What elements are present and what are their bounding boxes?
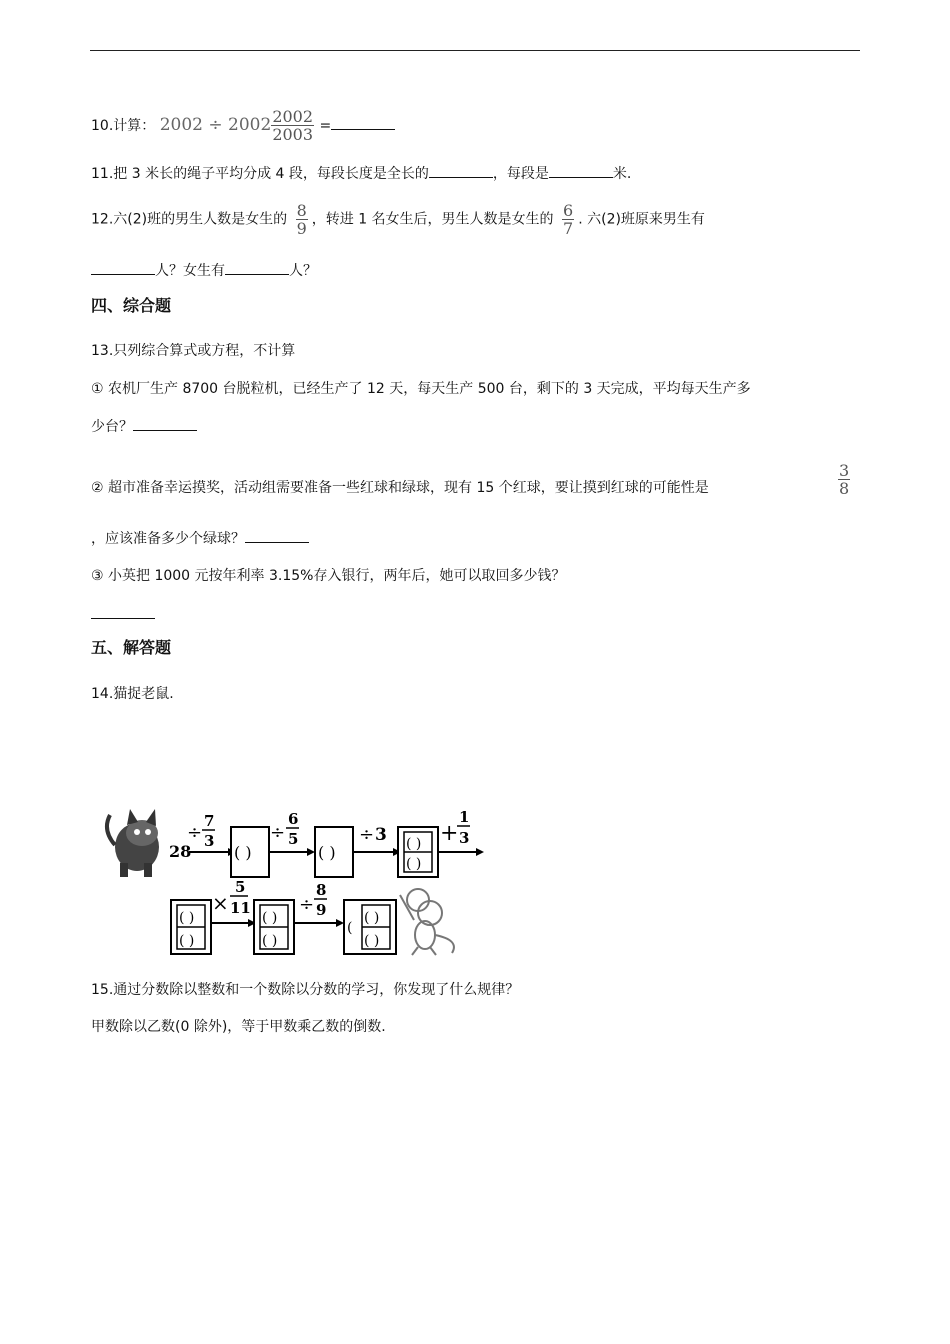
- box-1-paren: ( ): [234, 843, 252, 862]
- fraction-numerator: 2002: [272, 107, 314, 126]
- mixed-whole: 2002: [228, 115, 272, 135]
- question-10-label: 10.计算：: [91, 118, 156, 134]
- fraction-denominator: 9: [296, 219, 307, 238]
- question-13-item-2: [91, 478, 709, 498]
- cat-mouse-diagram: [100, 795, 490, 960]
- question-12-line-2: [91, 260, 317, 281]
- fraction-denominator: 8: [839, 479, 850, 498]
- box-6-left-paren: (: [347, 920, 353, 936]
- question-12-text-5: 人？: [289, 263, 317, 279]
- fraction-denominator: 2003: [272, 125, 314, 144]
- op1-den: 3: [204, 832, 215, 850]
- op4-num: 1: [459, 808, 470, 826]
- op2-num: 6: [288, 810, 299, 828]
- op1-num: 7: [204, 812, 215, 830]
- op5-den: 11: [230, 899, 251, 917]
- fraction-8-9: [296, 202, 308, 237]
- question-13-item-1-text: 少台？: [91, 419, 133, 435]
- question-13-item-2-line-2: [91, 528, 309, 549]
- question-13-item-2-text-2: ，应该准备多少个绿球？: [91, 531, 245, 547]
- box-6-den: ( ): [364, 933, 380, 949]
- box-3-den: ( ): [406, 856, 422, 872]
- answer-blank[interactable]: [91, 260, 155, 275]
- dividend: 2002: [159, 115, 203, 135]
- question-12-text-1: 12.六(2)班的男生人数是女生的: [91, 211, 288, 228]
- answer-blank[interactable]: [133, 416, 197, 431]
- op5-sign: ×: [212, 891, 229, 915]
- fraction-numerator: 6: [563, 201, 574, 220]
- op5-num: 5: [235, 878, 246, 896]
- question-12-text-3: . 六(2)班原来男生有: [578, 211, 705, 228]
- fraction-6-7: [562, 202, 574, 237]
- question-13-intro: 13.只列综合算式或方程，不计算: [91, 343, 296, 359]
- box-2-paren: ( ): [318, 843, 336, 862]
- question-11-text-3: 米.: [612, 166, 632, 182]
- header-rule: [90, 50, 860, 51]
- question-15-answer: 甲数除以乙数(0 除外)，等于甲数乘乙数的倒数.: [91, 1019, 386, 1035]
- answer-blank[interactable]: [331, 115, 395, 130]
- section-heading-4: 四、综合题: [91, 296, 172, 315]
- cat-icon: [107, 809, 159, 877]
- answer-blank[interactable]: [245, 528, 309, 543]
- op3-sign: ÷: [359, 824, 375, 845]
- box-5-den: ( ): [262, 933, 278, 949]
- op4-sign: +: [440, 821, 459, 846]
- fraction-numerator: 3: [839, 461, 850, 480]
- mouse-icon: [400, 889, 454, 955]
- fraction-numerator: 8: [296, 201, 307, 220]
- mixed-fraction: [271, 108, 314, 143]
- op2-sign: ÷: [270, 822, 286, 843]
- answer-blank[interactable]: [429, 163, 493, 178]
- op6-num: 8: [316, 881, 327, 899]
- op2-den: 5: [288, 830, 299, 848]
- fraction-3-8: [838, 462, 850, 497]
- question-12-text-4: 人？女生有: [155, 263, 225, 279]
- answer-blank[interactable]: [549, 163, 613, 178]
- divide-sign: ÷: [208, 115, 223, 135]
- box-4-num: ( ): [179, 910, 195, 926]
- question-12: [91, 202, 705, 237]
- question-11: [91, 163, 631, 184]
- question-13-item-3: ③ 小英把 1000 元按年利率 3.15%存入银行，两年后，她可以取回多少钱？: [91, 568, 566, 584]
- op4-den: 3: [459, 829, 470, 847]
- question-11-text-1: 11.把 3 米长的绳子平均分成 4 段，每段长度是全长的: [91, 166, 429, 182]
- question-15: 15.通过分数除以整数和一个数除以分数的学习，你发现了什么规律？: [91, 982, 520, 998]
- question-14-label: 14.猫捉老鼠.: [91, 686, 174, 702]
- start-value: 28: [169, 842, 192, 861]
- answer-blank[interactable]: [225, 260, 289, 275]
- question-11-text-2: ，每段是: [492, 166, 549, 182]
- fraction-denominator: 7: [563, 219, 574, 238]
- section-heading-5: 五、解答题: [91, 638, 172, 657]
- question-13-item-3-line-2: [91, 604, 155, 625]
- box-4-den: ( ): [179, 933, 195, 949]
- question-13-item-1: ① 农机厂生产 8700 台脱粒机，已经生产了 12 天，每天生产 500 台，剩下的 3 天完成，平均每天生产多: [91, 381, 751, 397]
- op6-sign: ÷: [299, 894, 315, 915]
- box-6-num: ( ): [364, 910, 380, 926]
- equals-sign: =: [319, 118, 332, 134]
- box-5-num: ( ): [262, 910, 278, 926]
- question-12-text-2: ，转进 1 名女生后，男生人数是女生的: [311, 211, 554, 228]
- question-10: [91, 108, 395, 143]
- answer-blank[interactable]: [91, 604, 155, 619]
- op1-sign: ÷: [187, 822, 203, 843]
- expression: [159, 107, 320, 144]
- box-3-num: ( ): [406, 836, 422, 852]
- op3-value: 3: [375, 825, 387, 845]
- question-13-item-2-text: ② 超市准备幸运摸奖，活动组需要准备一些红球和绿球，现有 15 个红球，要让摸到红球的可能性是: [91, 480, 709, 496]
- question-13-item-1-line-2: [91, 416, 197, 437]
- op6-den: 9: [316, 901, 327, 919]
